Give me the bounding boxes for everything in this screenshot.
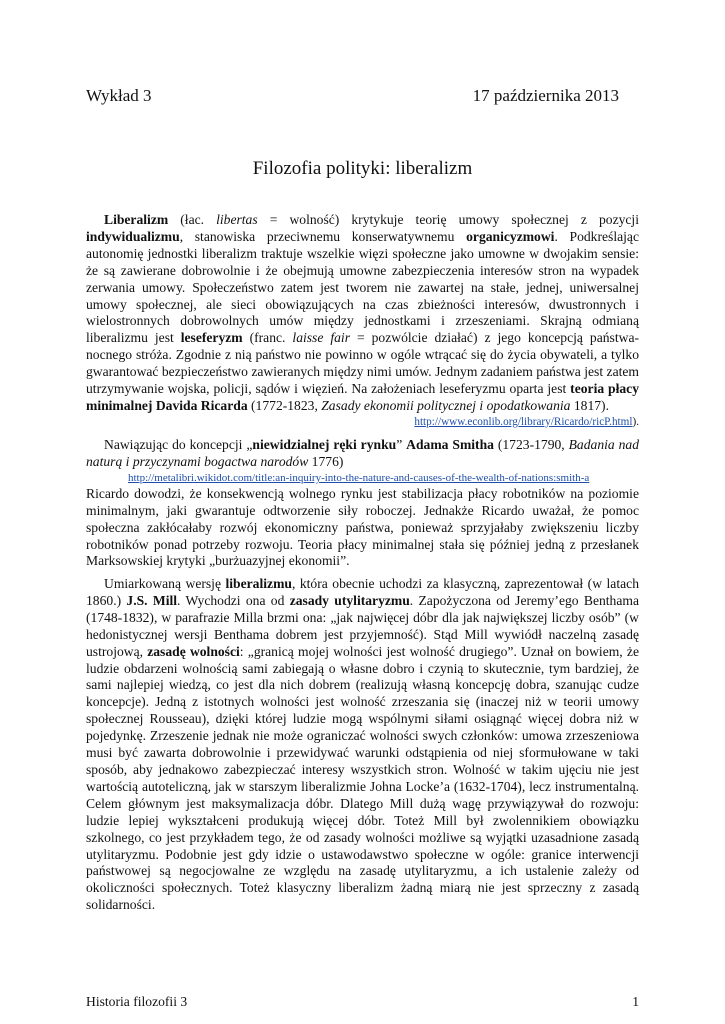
term-laisse-fair: laisse fair [292,330,351,346]
smith-link-line [128,471,639,486]
paragraph-smith [86,437,639,570]
text: (1772-1823, [247,397,322,413]
footer-course: Historia filozofii 3 [86,994,188,1009]
term-liberalism-2: liberalizmu [225,576,292,591]
term-laissez-faire: leseferyzm [180,330,243,346]
text: Umiarkowaną wersję [104,576,226,591]
text: Nawiązując do koncepcji „ [104,437,253,452]
term-ricardo-wage-theory: teoria płacy minimalnej Davida Ricarda [86,381,640,413]
paragraph-2-intro [86,437,639,471]
ricardo-link[interactable]: http://www.econlib.org/library/Ricardo/ricP.html [414,415,633,428]
text: . Podkreślając autonomię jednostki liberalizm traktuje wszelkie więzi społeczne jako umowne w dwojakim sensie: że są zawierane dobrowolnie i że obejmują umowne zabezpieczenia interesów stron na wypadek zerwania umowy. Społeczeństwo zatem jest tworem nie zawartej na stałe, jednej, uniwersalnej umowy społecznej, ale sieci obowiązujących na czas zbieżności interesów, dwustronnych i wielostronnych dobrowolnych umów między jednostkami i zrzeszeniami. Skrajną odmianą liberalizmu jest [86,228,639,346]
page-title: Filozofia polityki: liberalizm [252,158,473,179]
text: ” [396,437,407,452]
term-js-mill: J.S. Mill [126,592,178,608]
lecture-date: 17 października 2013 [472,86,619,105]
smith-link[interactable]: http://metalibri.wikidot.com/title:an-inquiry-into-the-nature-and-causes-of-the-wealth-of-nations:smith-a [128,471,590,484]
book-title-ricardo: Zasady ekonomii politycznej i opodatkowania [321,397,571,413]
text: ). [632,415,639,428]
text: , stanowiska przeciwnemu konserwatywnemu [179,228,467,244]
text: (1723-1790, [493,437,569,452]
term-invisible-hand: niewidzialnej ręki rynku [252,437,397,452]
lecture-label: Wykład 3 [86,86,152,105]
text: : „granicą mojej wolności jest wolność drugiego”. Uznał on bowiem, że ludzie obdarzeni wolnością sami zabiegają o własne dobro i czynią to skutecznie, tym bardziej, że sami najlepiej wiedzą, co jest dla nich dobrem (realizują własną koncepcję dobra, szanując cudze koncepcje). Jedną z istotnych wolności jest wolność zrzeszania się (inaczej niż w teorii umowy społecznej Rousseau), dzięki której ludzie mogą wspólnymi siłami osiągnąć więcej dobra niż w pojedynkę. Zrzeszenie jednak nie może ograniczać wolności swych członków: umowa zrzeszeniowa musi być zawarta dobrowolnie i przewidywać warunki odstąpienia od niej sformułowane w taki sposób, aby jednakowo zabezpieczać interesy wszystkich stron. Wolność w takim ujęciu nie jest wartością autoteliczną, jak w starszym liberalizmie Johna Locke’a (1632-1704), lecz instrumentalną. Celem głównym jest maksymalizacja dóbr. Dlatego Mill dużą wagę przywiązywał do rozwoju: ludzie lepiej wykształceni produkują więcej dóbr. Toteż Mill był zwolennikiem obowiązku szkolnego, co jest przykładem tego, że od zasady wolności możliwe są wyjątki uzasadnione zasadą utylitaryzmu. Podobnie jest gdy idzie o ustawodawstwo społeczne w ogóle: granice interwencji państwowej są negocjowalne ze względu na zasadę utylitaryzmu, a ich ustalenie zależy od okoliczności społecznych. Toteż klasyczny liberalizm żadną miarą nie jest sprzeczny z zasadą solidarności. [86,643,639,913]
paragraph-mill [86,576,639,914]
ricardo-link-line [86,415,639,430]
paragraph-1-text [86,212,639,415]
term-utilitarianism: zasady utylitaryzmu [289,592,410,608]
text: (franc. [242,330,293,346]
paragraph-liberalism [86,212,639,430]
term-liberty-principle: zasadę wolności [147,643,240,659]
text: = wolność) krytykuje teorię umowy społecznej z pozycji [257,212,639,227]
text: . Zapożyczona od Jeremy’ego Benthama (1748-1832), w parafrazie Milla brzmi ona: „jak najwięcej dóbr dla jak największej liczby osób” (w hedonistycznej wersji Benthama dobrem jest przyjemność). Stąd Mill wywiódł naczelną zasadę ustrojową, [86,592,639,659]
text: . Wychodzi ona od [177,592,290,608]
text: 1817). [570,397,609,413]
book-title-smith: Badania nad naturą i przyczynami bogactwa narodów [86,437,640,469]
paragraph-3-text [86,576,639,914]
term-adam-smith: Adama Smitha [406,437,494,452]
term-liberalism: Liberalizm [104,212,169,227]
term-libertas: libertas [216,212,258,227]
text: 1776) [308,453,344,469]
term-organicism: organicyzmowi [466,228,555,244]
page-number: 1 [632,994,639,1009]
text: (łac. [168,212,217,227]
text: = pozwólcie działać) z jego koncepcją państwa-nocnego stróża. Zgodnie z nią państwo nie powinno w ogóle wtrącać się do życia obywateli, a tylko gwarantować bezpieczeństwo zawieranych między nimi umów. Jednym zadaniem państwa jest zatem utrzymywanie wojska, policji, sądów i więzień. Na założeniach leseferyzmu oparta jest [86,330,639,397]
paragraph-2-text: Ricardo dowodzi, że konsekwencją wolnego rynku jest stabilizacja płacy robotników na poziomie minimalnym, jaki gwarantuje odtworzenie siły roboczej. Jednakże Ricardo uważał, że pomoc społeczna zakłócałaby rozwój ekonomiczny państwa, ponieważ sprzyjałaby zwiększeniu liczby robotników ponad potrzeby rozwoju. Teoria płacy minimalnej stała się później jedną z przesłanek Marksowskiej krytyki „burżuazyjnej ekonomii”. [86,485,639,569]
term-individualism: indywidualizmu [86,228,180,244]
text: , która obecnie uchodzi za klasyczną, zaprezentował (w latach 1860.) [86,576,639,608]
